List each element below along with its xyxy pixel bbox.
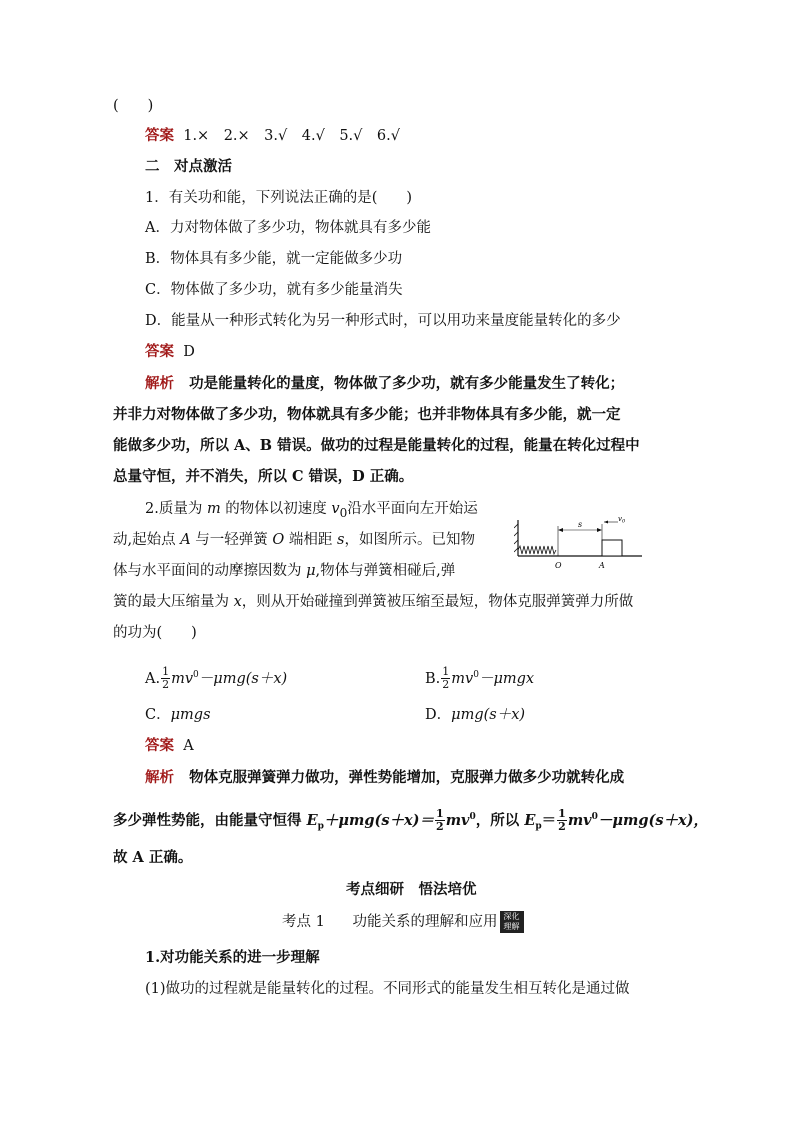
analysis-label: 解析	[145, 375, 174, 392]
answer-row	[145, 736, 194, 756]
deepen-badge: 深化 理解	[500, 911, 524, 933]
option-c: C．μmgs	[145, 707, 211, 723]
answer-value: A	[183, 738, 194, 754]
question-stem: 1．有关功和能，下列说法正确的是( )	[145, 190, 413, 206]
analysis-line: 并非力对物体做了多少功，物体就具有多少能；也并非物体具有多少能，就一定	[113, 406, 621, 423]
fig-label-o: O	[555, 561, 562, 570]
option-b: B. $\frac{1}{2}$ $mv^0-\mu mgx$	[425, 665, 535, 692]
option-d: D．μmg(s＋x)	[425, 707, 526, 723]
section-title: 二 对点激活	[145, 158, 232, 175]
option-d: D．能量从一种形式转化为另一种形式时，可以用功来量度能量转化的多少	[145, 313, 621, 329]
option-a: A. $\frac{1}{2}$ $mv^0-\mu mg(s+x)$	[145, 665, 288, 692]
fig-label-v0: $v_0$	[618, 515, 626, 525]
answer-row	[145, 342, 195, 362]
kaodian-heading	[282, 910, 524, 934]
q2-line: 2.质量为 m 的物体以初速度 $v_0$沿水平面向左开始运	[145, 501, 478, 520]
analysis-line: 解析 物体克服弹簧弹力做功，弹性势能增加，克服弹力做多少功就转化成	[145, 769, 625, 786]
option-b: B．物体具有多少能，就一定能做多少功	[145, 251, 403, 267]
analysis-line: 解析 功是能量转化的量度，物体做了多少功，就有多少能量发生了转化；	[145, 375, 625, 392]
q2-line: 的功为( )	[113, 625, 197, 641]
kaodian-label: 考点 1	[282, 914, 325, 930]
q2-line: 体与水平面间的动摩擦因数为 μ,物体与弹簧相碰后,弹	[113, 563, 456, 579]
q2-line: 簧的最大压缩量为 x，则从开始碰撞到弹簧被压缩至最短，物体克服弹簧弹力所做	[113, 594, 634, 610]
analysis-label: 解析	[145, 769, 174, 786]
answer-text: 1.× 2.× 3.√ 4.√ 5.√ 6.√	[183, 128, 400, 144]
q2-line: 动,起始点 A 与一轻弹簧 O 端相距 s，如图所示。已知物	[113, 532, 475, 548]
analysis-line: 故 A 正确。	[113, 849, 193, 866]
prev-answer	[145, 126, 400, 146]
option-c: C．物体做了多少功，就有多少能量消失	[145, 282, 403, 298]
analysis-line: 能做多少功，所以 A、B 错误。做功的过程是能量转化的过程，能量在转化过程中	[113, 437, 640, 454]
analysis-line: 总量守恒，并不消失，所以 C 错误，D 正确。	[113, 468, 414, 485]
analysis-line: 多少弹性势能，由能量守恒得 $E_p+\mu mg(s+x)=$ $\frac{1}{2}$ $mv^0$，所以 $E_p=$ $\frac{1}{2}$ $mv^0-\mu mg(s+x)$，	[113, 807, 708, 834]
section-title: 考点细研 悟法培优	[346, 881, 477, 898]
answer-blank: ( )	[113, 98, 154, 114]
spring-block-figure	[514, 512, 644, 572]
answer-label: 答案	[145, 343, 174, 360]
fig-label-s: s	[578, 520, 583, 529]
kaodian-title: 功能关系的理解和应用	[352, 914, 498, 930]
answer-label: 答案	[145, 737, 174, 754]
answer-value: D	[183, 344, 195, 360]
fig-label-a: A	[599, 561, 605, 570]
subsection-title: 1.对功能关系的进一步理解	[145, 949, 320, 966]
answer-label: 答案	[145, 127, 174, 144]
paragraph-line: (1)做功的过程就是能量转化的过程。不同形式的能量发生相互转化是通过做	[145, 981, 630, 997]
option-a: A．力对物体做了多少功，物体就具有多少能	[145, 220, 431, 236]
